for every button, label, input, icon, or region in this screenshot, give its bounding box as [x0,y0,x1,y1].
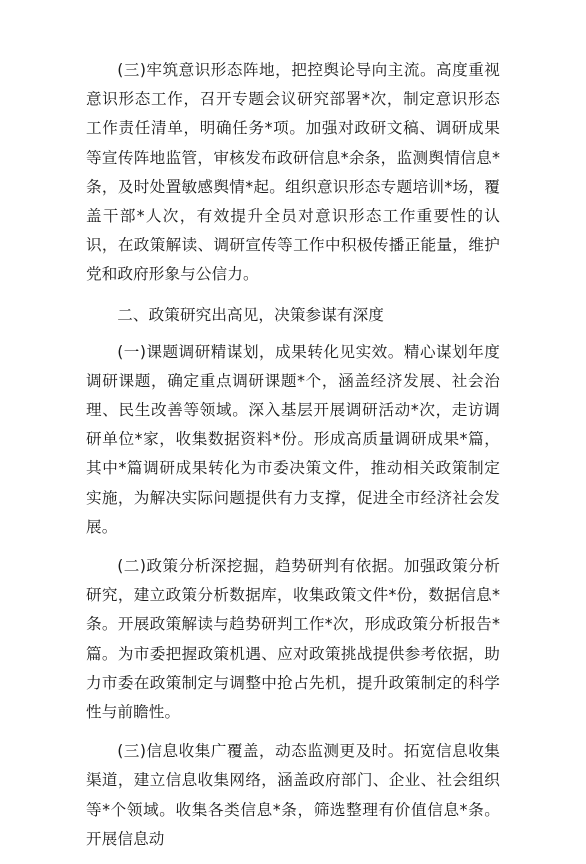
paragraph-research-topics: (一)课题调研精谋划，成果转化见实效。精心谋划年度调研课题，确定重点调研课题*个，涵盖经济发展、社会治理、民生改善等领域。深入基层开展调研活动*次，走访调研单位*家，收集数据资料*份。形成高质量调研成果*篇，其中*篇调研成果转化为市委决策文件，推动相关政策制定实施，为解决实际问题提供有力支撑，促进全市经济社会发展。 [86,342,500,536]
paragraph-information-collection: (三)信息收集广覆盖，动态监测更及时。拓宽信息收集渠道，建立信息收集网络，涵盖政府部门、企业、社会组织等*个领域。收集各类信息*条，筛选整理有价值信息*条。开展信息动 [86,742,500,848]
section-heading-policy-research: 二、政策研究出高见，决策参谋有深度 [117,305,384,324]
paragraph-ideology-front: (三)牢筑意识形态阵地，把控舆论导向主流。高度重视意识形态工作，召开专题会议研究部署*次，制定意识形态工作责任清单，明确任务*项。加强对政研文稿、调研成果等宣传阵地监管，审核发布政研信息*余条，监测舆情信息*条，及时处置敏感舆情*起。组织意识形态专题培训*场，覆盖干部*人次，有效提升全员对意识形态工作重要性的认识，在政策解读、调研宣传等工作中积极传播正能量，维护党和政府形象与公信力。 [86,61,500,284]
paragraph-policy-analysis: (二)政策分析深挖掘，趋势研判有依据。加强政策分析研究，建立政策分析数据库，收集政策文件*份，数据信息*条。开展政策解读与趋势研判工作*次，形成政策分析报告*篇。为市委把握政策机遇、应对政策挑战提供参考依据，助力市委在政策制定与调整中抢占先机，提升政策制定的科学性与前瞻性。 [86,557,500,722]
document-body [86,56,500,864]
